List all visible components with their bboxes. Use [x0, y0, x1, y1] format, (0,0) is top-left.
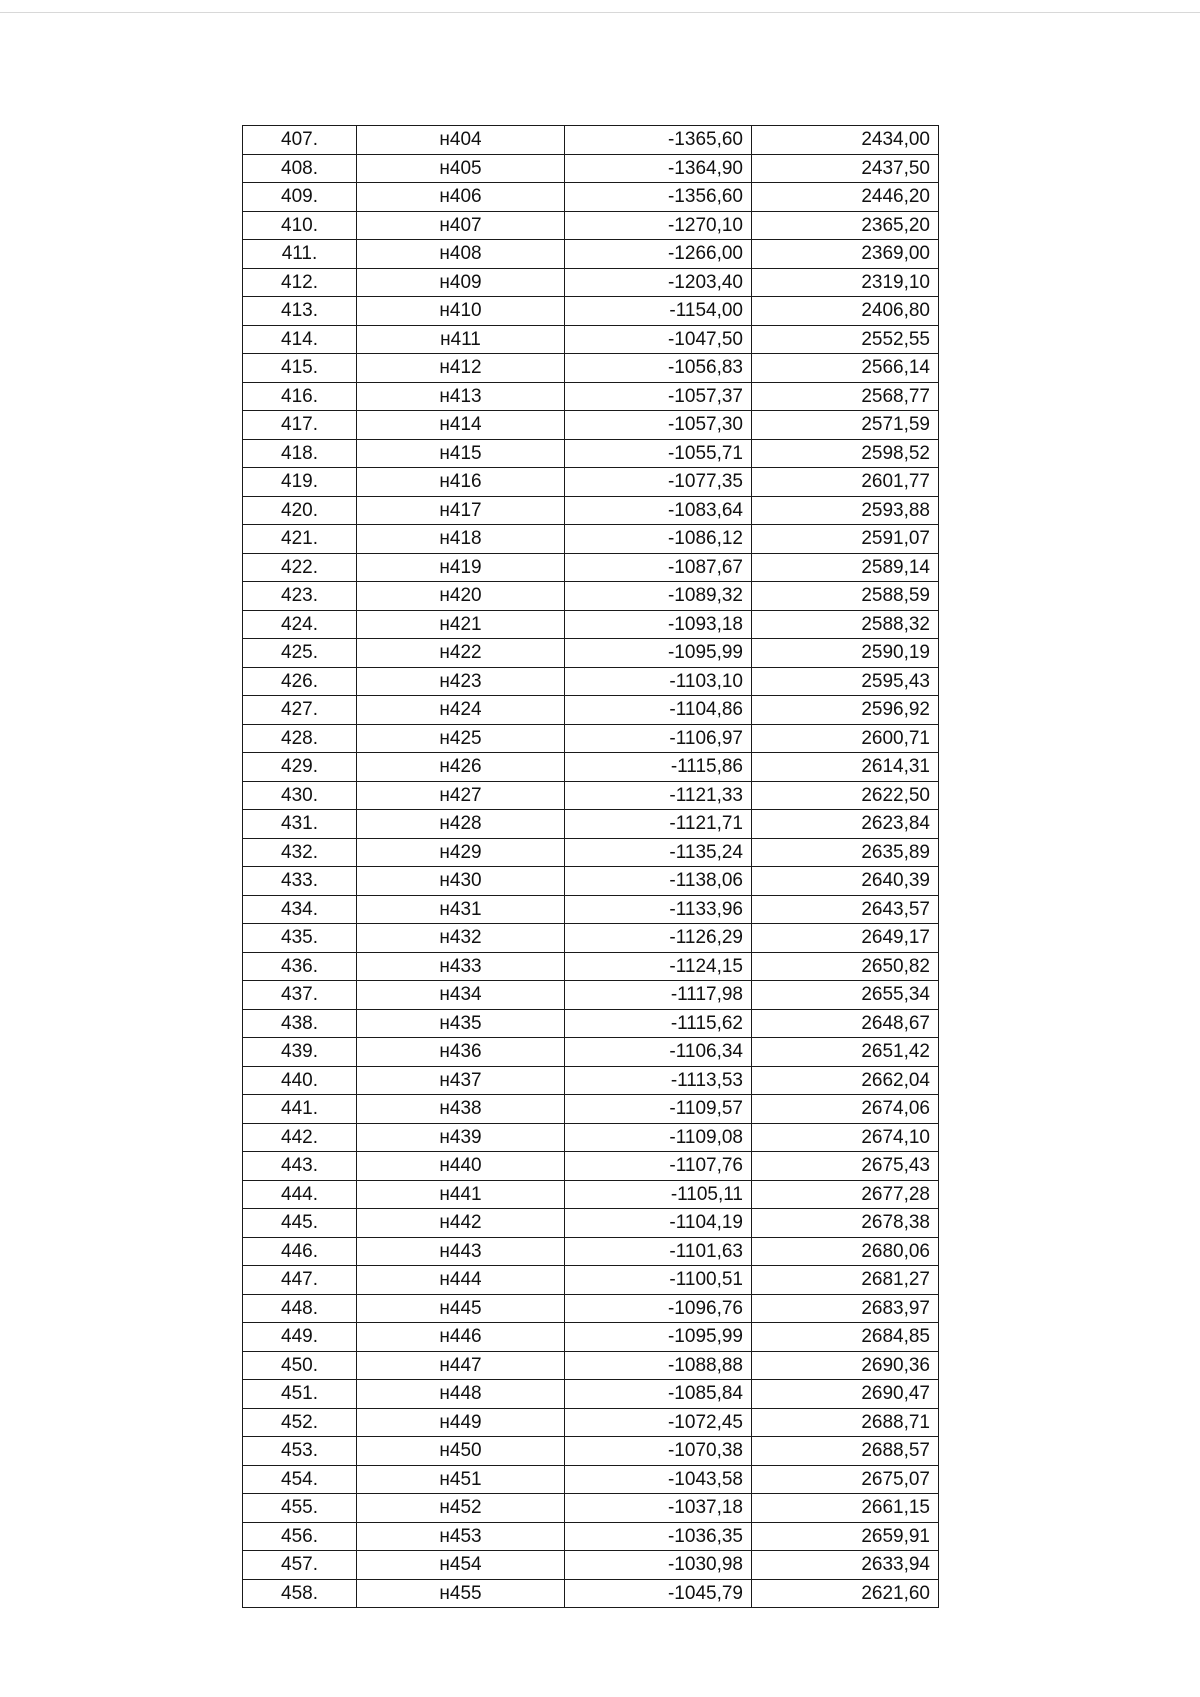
point-name: н428 [357, 810, 565, 839]
table-row [243, 1437, 939, 1466]
y-coordinate: 2643,57 [752, 895, 939, 924]
table-row [243, 838, 939, 867]
table-row [243, 1351, 939, 1380]
y-coordinate: 2655,34 [752, 981, 939, 1010]
x-coordinate: -1107,76 [565, 1152, 752, 1181]
x-coordinate: -1154,00 [565, 297, 752, 326]
y-coordinate: 2621,60 [752, 1579, 939, 1608]
table-row [243, 382, 939, 411]
row-number: 420. [243, 496, 357, 525]
row-number: 422. [243, 553, 357, 582]
table-row [243, 1494, 939, 1523]
table-row [243, 1152, 939, 1181]
x-coordinate: -1121,71 [565, 810, 752, 839]
x-coordinate: -1089,32 [565, 582, 752, 611]
x-coordinate: -1356,60 [565, 183, 752, 212]
y-coordinate: 2552,55 [752, 325, 939, 354]
point-name: н450 [357, 1437, 565, 1466]
table-row [243, 724, 939, 753]
y-coordinate: 2406,80 [752, 297, 939, 326]
point-name: н445 [357, 1294, 565, 1323]
row-number: 457. [243, 1551, 357, 1580]
row-number: 453. [243, 1437, 357, 1466]
y-coordinate: 2434,00 [752, 126, 939, 155]
point-name: н449 [357, 1408, 565, 1437]
point-name: н406 [357, 183, 565, 212]
x-coordinate: -1117,98 [565, 981, 752, 1010]
point-name: н438 [357, 1095, 565, 1124]
table-row [243, 895, 939, 924]
x-coordinate: -1056,83 [565, 354, 752, 383]
row-number: 409. [243, 183, 357, 212]
table-row [243, 154, 939, 183]
x-coordinate: -1121,33 [565, 781, 752, 810]
row-number: 439. [243, 1038, 357, 1067]
y-coordinate: 2678,38 [752, 1209, 939, 1238]
y-coordinate: 2596,92 [752, 696, 939, 725]
row-number: 426. [243, 667, 357, 696]
table-row [243, 924, 939, 953]
row-number: 429. [243, 753, 357, 782]
point-name: н436 [357, 1038, 565, 1067]
point-name: н448 [357, 1380, 565, 1409]
point-name: н404 [357, 126, 565, 155]
point-name: н441 [357, 1180, 565, 1209]
point-name: н418 [357, 525, 565, 554]
point-name: н455 [357, 1579, 565, 1608]
y-coordinate: 2600,71 [752, 724, 939, 753]
x-coordinate: -1133,96 [565, 895, 752, 924]
table-row [243, 981, 939, 1010]
x-coordinate: -1101,63 [565, 1237, 752, 1266]
y-coordinate: 2674,06 [752, 1095, 939, 1124]
y-coordinate: 2588,59 [752, 582, 939, 611]
point-name: н427 [357, 781, 565, 810]
point-name: н425 [357, 724, 565, 753]
row-number: 438. [243, 1009, 357, 1038]
y-coordinate: 2568,77 [752, 382, 939, 411]
y-coordinate: 2446,20 [752, 183, 939, 212]
point-name: н440 [357, 1152, 565, 1181]
y-coordinate: 2688,71 [752, 1408, 939, 1437]
point-name: н443 [357, 1237, 565, 1266]
x-coordinate: -1270,10 [565, 211, 752, 240]
y-coordinate: 2635,89 [752, 838, 939, 867]
y-coordinate: 2601,77 [752, 468, 939, 497]
y-coordinate: 2675,07 [752, 1465, 939, 1494]
table-row [243, 781, 939, 810]
row-number: 444. [243, 1180, 357, 1209]
row-number: 456. [243, 1522, 357, 1551]
point-name: н430 [357, 867, 565, 896]
point-name: н412 [357, 354, 565, 383]
x-coordinate: -1086,12 [565, 525, 752, 554]
point-name: н419 [357, 553, 565, 582]
point-name: н432 [357, 924, 565, 953]
x-coordinate: -1088,88 [565, 1351, 752, 1380]
x-coordinate: -1095,99 [565, 1323, 752, 1352]
row-number: 421. [243, 525, 357, 554]
x-coordinate: -1103,10 [565, 667, 752, 696]
row-number: 451. [243, 1380, 357, 1409]
x-coordinate: -1109,57 [565, 1095, 752, 1124]
point-name: н452 [357, 1494, 565, 1523]
point-name: н444 [357, 1266, 565, 1295]
x-coordinate: -1126,29 [565, 924, 752, 953]
point-name: н454 [357, 1551, 565, 1580]
x-coordinate: -1055,71 [565, 439, 752, 468]
row-number: 412. [243, 268, 357, 297]
row-number: 455. [243, 1494, 357, 1523]
table-row [243, 240, 939, 269]
table-row [243, 1038, 939, 1067]
table-row [243, 183, 939, 212]
x-coordinate: -1077,35 [565, 468, 752, 497]
y-coordinate: 2648,67 [752, 1009, 939, 1038]
table-row [243, 867, 939, 896]
table-row [243, 1380, 939, 1409]
point-name: н453 [357, 1522, 565, 1551]
table-row [243, 1209, 939, 1238]
point-name: н420 [357, 582, 565, 611]
y-coordinate: 2690,47 [752, 1380, 939, 1409]
x-coordinate: -1104,86 [565, 696, 752, 725]
y-coordinate: 2365,20 [752, 211, 939, 240]
row-number: 432. [243, 838, 357, 867]
point-name: н413 [357, 382, 565, 411]
point-name: н431 [357, 895, 565, 924]
table-row [243, 211, 939, 240]
point-name: н416 [357, 468, 565, 497]
row-number: 411. [243, 240, 357, 269]
point-name: н424 [357, 696, 565, 725]
y-coordinate: 2595,43 [752, 667, 939, 696]
y-coordinate: 2661,15 [752, 1494, 939, 1523]
y-coordinate: 2675,43 [752, 1152, 939, 1181]
x-coordinate: -1364,90 [565, 154, 752, 183]
x-coordinate: -1057,30 [565, 411, 752, 440]
x-coordinate: -1106,34 [565, 1038, 752, 1067]
row-number: 431. [243, 810, 357, 839]
y-coordinate: 2566,14 [752, 354, 939, 383]
point-name: н433 [357, 952, 565, 981]
row-number: 417. [243, 411, 357, 440]
y-coordinate: 2589,14 [752, 553, 939, 582]
point-name: н439 [357, 1123, 565, 1152]
table-row [243, 1294, 939, 1323]
y-coordinate: 2680,06 [752, 1237, 939, 1266]
row-number: 413. [243, 297, 357, 326]
y-coordinate: 2319,10 [752, 268, 939, 297]
table-row [243, 268, 939, 297]
table-row [243, 1266, 939, 1295]
table-row [243, 610, 939, 639]
point-name: н451 [357, 1465, 565, 1494]
y-coordinate: 2591,07 [752, 525, 939, 554]
point-name: н426 [357, 753, 565, 782]
coordinates-table-body [243, 126, 939, 1608]
point-name: н409 [357, 268, 565, 297]
row-number: 433. [243, 867, 357, 896]
row-number: 448. [243, 1294, 357, 1323]
y-coordinate: 2633,94 [752, 1551, 939, 1580]
x-coordinate: -1135,24 [565, 838, 752, 867]
table-row [243, 439, 939, 468]
row-number: 435. [243, 924, 357, 953]
y-coordinate: 2614,31 [752, 753, 939, 782]
y-coordinate: 2571,59 [752, 411, 939, 440]
point-name: н405 [357, 154, 565, 183]
point-name: н410 [357, 297, 565, 326]
row-number: 414. [243, 325, 357, 354]
row-number: 458. [243, 1579, 357, 1608]
y-coordinate: 2677,28 [752, 1180, 939, 1209]
y-coordinate: 2640,39 [752, 867, 939, 896]
y-coordinate: 2649,17 [752, 924, 939, 953]
x-coordinate: -1045,79 [565, 1579, 752, 1608]
y-coordinate: 2681,27 [752, 1266, 939, 1295]
point-name: н435 [357, 1009, 565, 1038]
y-coordinate: 2650,82 [752, 952, 939, 981]
y-coordinate: 2437,50 [752, 154, 939, 183]
table-row [243, 496, 939, 525]
y-coordinate: 2590,19 [752, 639, 939, 668]
table-row [243, 582, 939, 611]
y-coordinate: 2684,85 [752, 1323, 939, 1352]
x-coordinate: -1104,19 [565, 1209, 752, 1238]
y-coordinate: 2622,50 [752, 781, 939, 810]
point-name: н437 [357, 1066, 565, 1095]
table-row [243, 354, 939, 383]
row-number: 454. [243, 1465, 357, 1494]
table-row [243, 1009, 939, 1038]
y-coordinate: 2659,91 [752, 1522, 939, 1551]
x-coordinate: -1203,40 [565, 268, 752, 297]
x-coordinate: -1105,11 [565, 1180, 752, 1209]
x-coordinate: -1087,67 [565, 553, 752, 582]
table-row [243, 1465, 939, 1494]
row-number: 446. [243, 1237, 357, 1266]
table-row [243, 126, 939, 155]
x-coordinate: -1138,06 [565, 867, 752, 896]
table-row [243, 952, 939, 981]
scan-top-edge [0, 12, 1200, 13]
y-coordinate: 2651,42 [752, 1038, 939, 1067]
x-coordinate: -1085,84 [565, 1380, 752, 1409]
table-row [243, 696, 939, 725]
x-coordinate: -1095,99 [565, 639, 752, 668]
table-row [243, 1408, 939, 1437]
point-name: н442 [357, 1209, 565, 1238]
point-name: н414 [357, 411, 565, 440]
row-number: 443. [243, 1152, 357, 1181]
y-coordinate: 2598,52 [752, 439, 939, 468]
x-coordinate: -1043,58 [565, 1465, 752, 1494]
point-name: н415 [357, 439, 565, 468]
point-name: н434 [357, 981, 565, 1010]
x-coordinate: -1057,37 [565, 382, 752, 411]
x-coordinate: -1093,18 [565, 610, 752, 639]
table-row [243, 639, 939, 668]
x-coordinate: -1365,60 [565, 126, 752, 155]
y-coordinate: 2683,97 [752, 1294, 939, 1323]
x-coordinate: -1266,00 [565, 240, 752, 269]
x-coordinate: -1072,45 [565, 1408, 752, 1437]
row-number: 445. [243, 1209, 357, 1238]
y-coordinate: 2688,57 [752, 1437, 939, 1466]
x-coordinate: -1115,62 [565, 1009, 752, 1038]
table-row [243, 411, 939, 440]
x-coordinate: -1070,38 [565, 1437, 752, 1466]
point-name: н429 [357, 838, 565, 867]
row-number: 427. [243, 696, 357, 725]
y-coordinate: 2662,04 [752, 1066, 939, 1095]
x-coordinate: -1083,64 [565, 496, 752, 525]
table-row [243, 297, 939, 326]
row-number: 434. [243, 895, 357, 924]
row-number: 450. [243, 1351, 357, 1380]
row-number: 419. [243, 468, 357, 497]
table-row [243, 1579, 939, 1608]
x-coordinate: -1106,97 [565, 724, 752, 753]
row-number: 407. [243, 126, 357, 155]
point-name: н446 [357, 1323, 565, 1352]
row-number: 449. [243, 1323, 357, 1352]
table-row [243, 1095, 939, 1124]
table-row [243, 468, 939, 497]
x-coordinate: -1100,51 [565, 1266, 752, 1295]
y-coordinate: 2623,84 [752, 810, 939, 839]
point-name: н447 [357, 1351, 565, 1380]
row-number: 442. [243, 1123, 357, 1152]
point-name: н422 [357, 639, 565, 668]
coordinates-table [242, 125, 939, 1608]
row-number: 452. [243, 1408, 357, 1437]
row-number: 423. [243, 582, 357, 611]
table-row [243, 1066, 939, 1095]
y-coordinate: 2690,36 [752, 1351, 939, 1380]
row-number: 428. [243, 724, 357, 753]
table-row [243, 525, 939, 554]
table-row [243, 1323, 939, 1352]
x-coordinate: -1124,15 [565, 952, 752, 981]
table-row [243, 1180, 939, 1209]
y-coordinate: 2674,10 [752, 1123, 939, 1152]
table-row [243, 667, 939, 696]
table-row [243, 1123, 939, 1152]
table-row [243, 810, 939, 839]
point-name: н421 [357, 610, 565, 639]
x-coordinate: -1030,98 [565, 1551, 752, 1580]
point-name: н407 [357, 211, 565, 240]
row-number: 416. [243, 382, 357, 411]
table-row [243, 325, 939, 354]
point-name: н423 [357, 667, 565, 696]
x-coordinate: -1109,08 [565, 1123, 752, 1152]
x-coordinate: -1115,86 [565, 753, 752, 782]
row-number: 436. [243, 952, 357, 981]
row-number: 447. [243, 1266, 357, 1295]
table-row [243, 553, 939, 582]
row-number: 430. [243, 781, 357, 810]
table-row [243, 1551, 939, 1580]
x-coordinate: -1113,53 [565, 1066, 752, 1095]
row-number: 425. [243, 639, 357, 668]
y-coordinate: 2593,88 [752, 496, 939, 525]
x-coordinate: -1037,18 [565, 1494, 752, 1523]
row-number: 424. [243, 610, 357, 639]
row-number: 408. [243, 154, 357, 183]
y-coordinate: 2588,32 [752, 610, 939, 639]
row-number: 437. [243, 981, 357, 1010]
x-coordinate: -1036,35 [565, 1522, 752, 1551]
row-number: 410. [243, 211, 357, 240]
y-coordinate: 2369,00 [752, 240, 939, 269]
point-name: н417 [357, 496, 565, 525]
point-name: н411 [357, 325, 565, 354]
table-row [243, 753, 939, 782]
row-number: 415. [243, 354, 357, 383]
row-number: 441. [243, 1095, 357, 1124]
row-number: 440. [243, 1066, 357, 1095]
row-number: 418. [243, 439, 357, 468]
x-coordinate: -1047,50 [565, 325, 752, 354]
table-row [243, 1522, 939, 1551]
table-row [243, 1237, 939, 1266]
x-coordinate: -1096,76 [565, 1294, 752, 1323]
point-name: н408 [357, 240, 565, 269]
